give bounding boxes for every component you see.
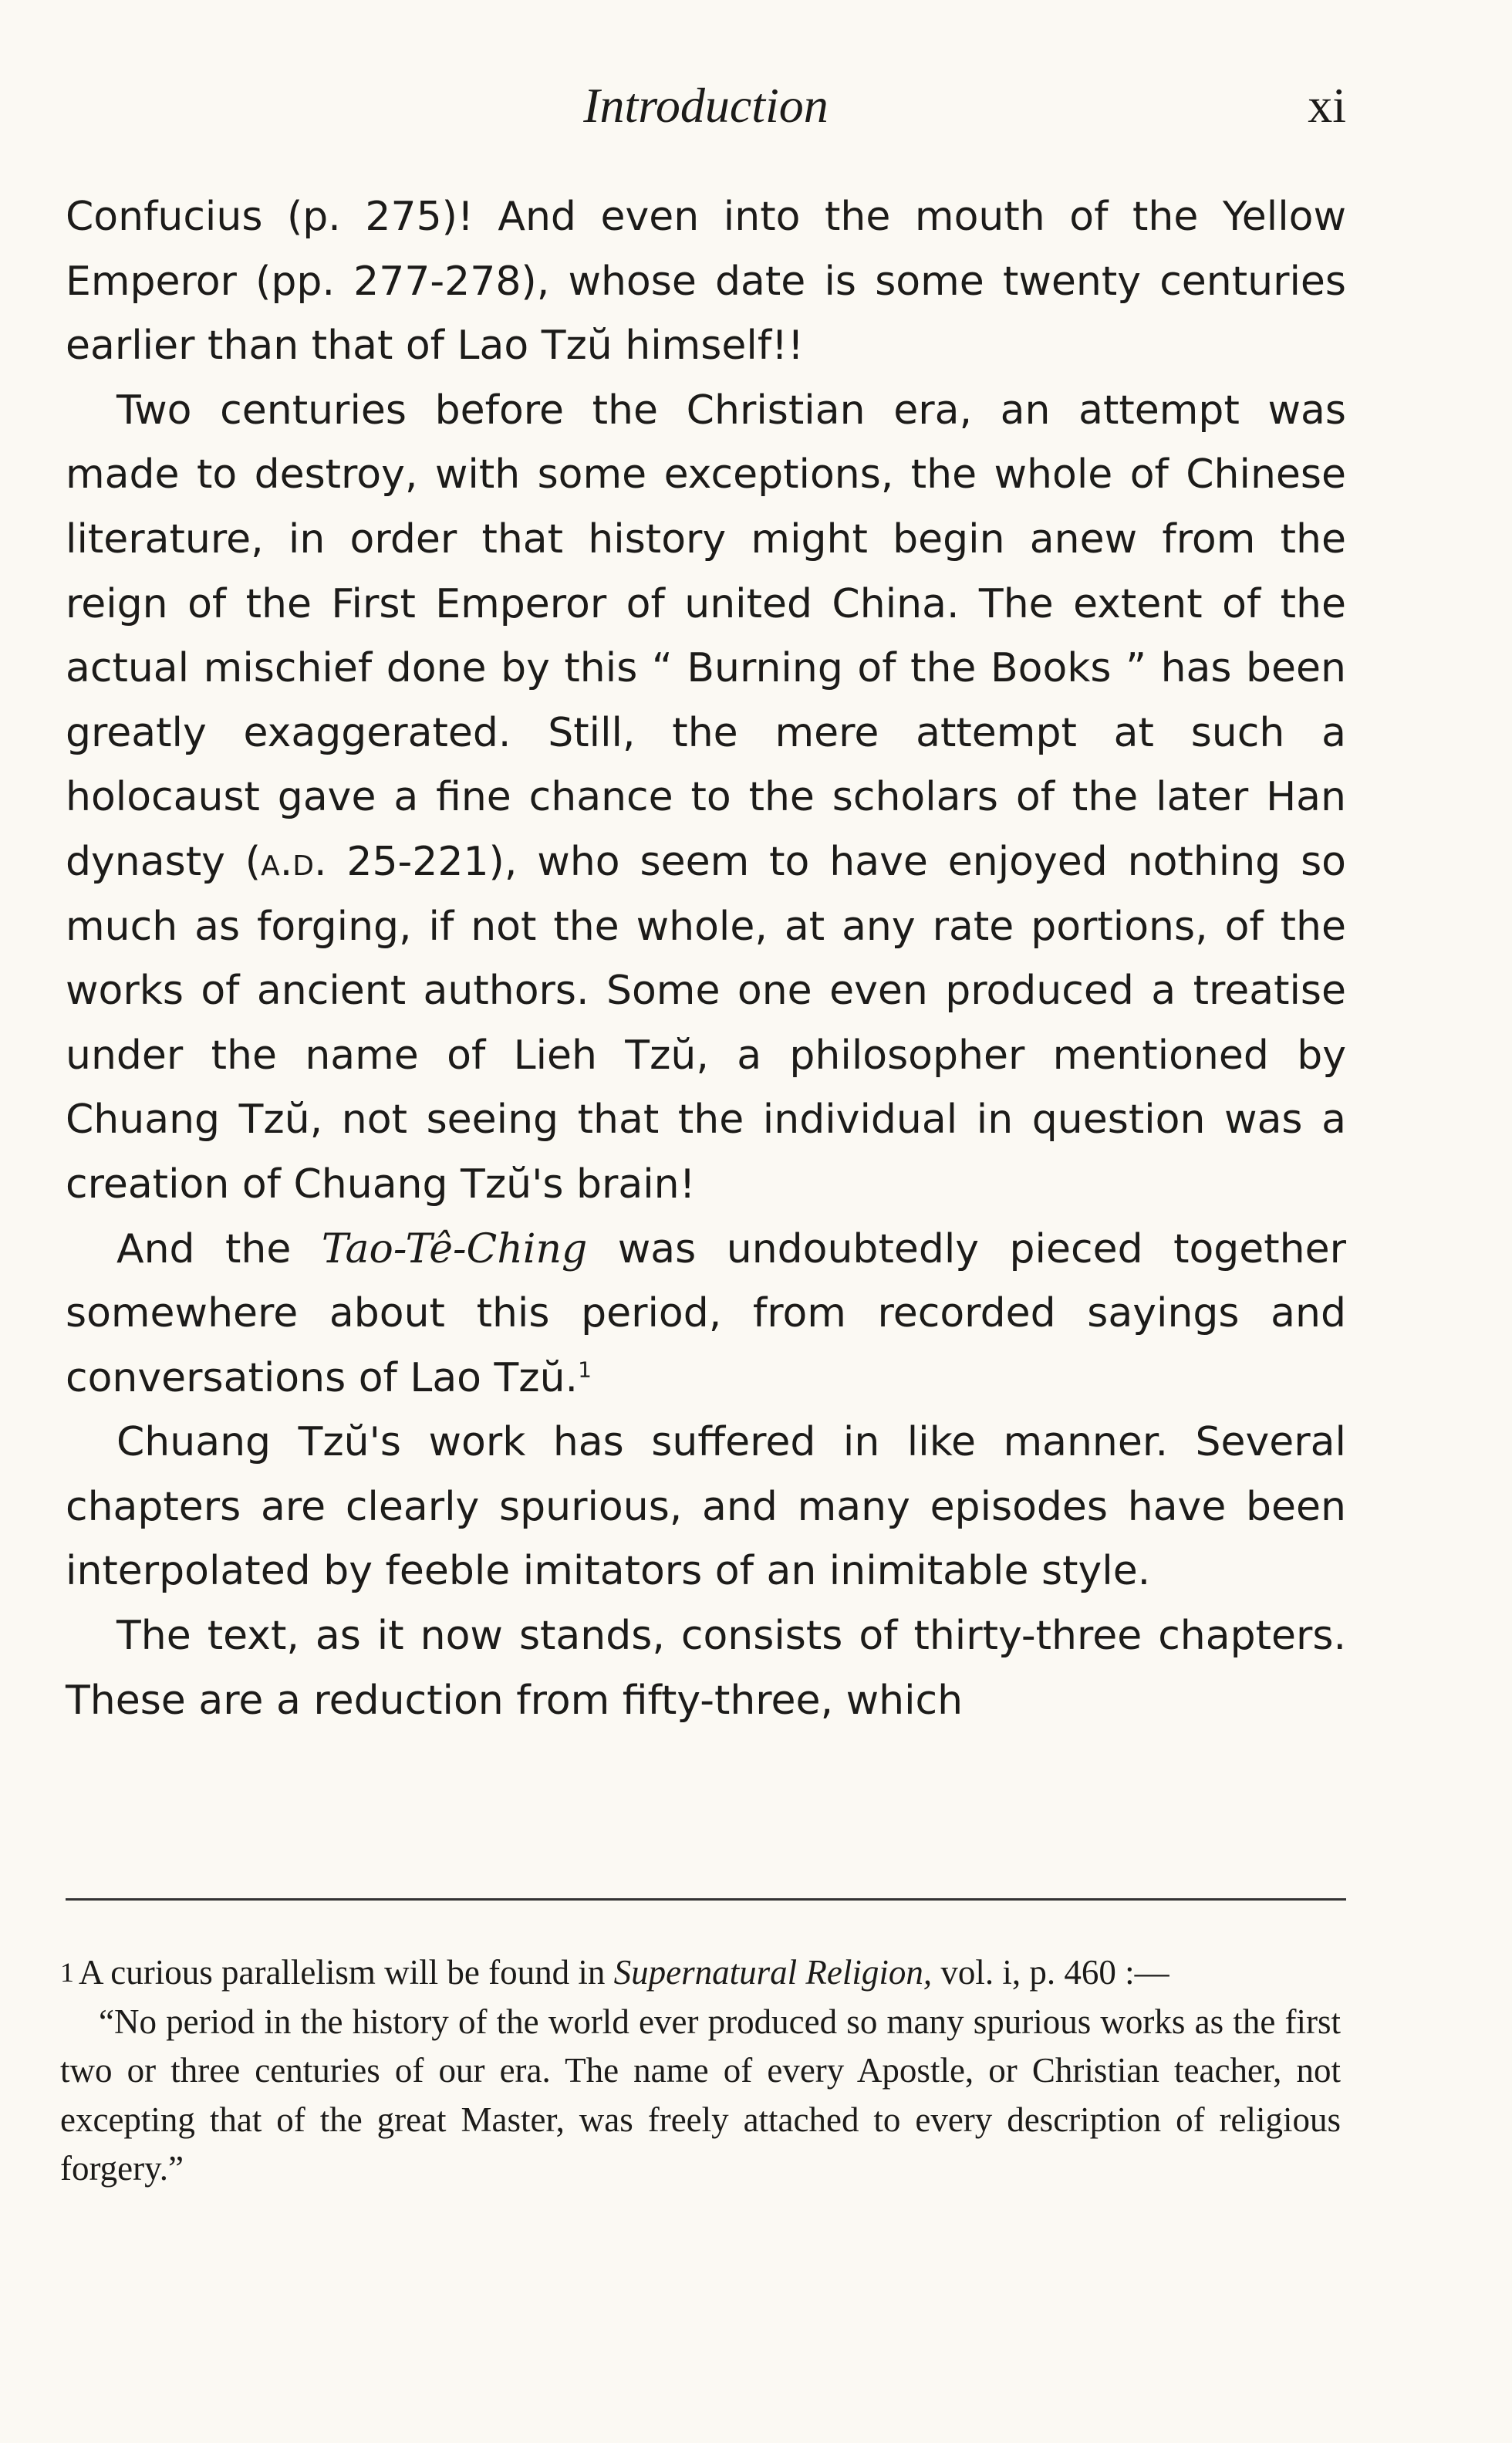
era-abbreviation: a.d. [261,838,327,885]
page-header [66,77,1346,147]
footnote-text-after: vol. i, p. 460 :— [932,1953,1169,1992]
paragraph-3 [66,1218,1346,1411]
footnote-reference: 1 [578,1357,592,1383]
footnote-marker: 1 [60,1957,74,1988]
footnote-text-before: A curious parallelism will be found in [79,1953,614,1992]
paragraph-4 [66,1411,1346,1604]
running-title: Introduction [583,78,829,133]
paragraph-3-text-before: And the [116,1225,322,1272]
footnote-1 [60,1948,1341,1998]
footnote-quote [60,1998,1341,2194]
paragraph-1 [66,185,1346,379]
paragraph-5-text: The text, as it now stands, consists of thirty-three chapters. These are a reduction from fifty-three, which [66,1613,1346,1724]
paragraph-2-text-after: 25-221), who seem to have enjoyed nothing so much as forging, if not the whole, at any rate portions, of the works of ancient authors. Some one even produced a treatise under the name of Lieh Tzŭ, a philosopher mentioned by Chuang Tzŭ, not seeing that the individual in question was a creation of Chuang Tzŭ's brain! [66,838,1346,1208]
footnote-book-title: Supernatural Religion, [613,1953,933,1992]
footnote-quote-text: “No period in the history of the world ever produced so many spurious works as the first two or three centuries of our era. The name of every Apostle, or Christian teacher, not excepting that of the great Master, was freely attached to every description of religious forgery.” [60,2002,1341,2188]
paragraph-2 [66,379,1346,1218]
paragraph-5 [66,1604,1346,1733]
paragraph-3-text-after: was undoubtedly pieced together somewhere about this period, from recorded sayings and conversations of Lao Tzŭ. [66,1225,1347,1401]
paragraph-1-text: Confucius (p. 275)! And even into the mouth of the Yellow Emperor (pp. 277-278), whose date is some twenty centuries earlier than that of Lao Tzŭ himself!! [66,194,1346,370]
body-text [66,185,1346,1733]
page-number: xi [1308,78,1346,133]
footnote-divider [66,1898,1346,1901]
paragraph-2-text-before: Two centuries before the Christian era, an attempt was made to destroy, with some exceptions, the whole of Chinese literature, in order that history might begin anew from the reign of the First Emperor of united China. The extent of the actual mischief done by this “ Burning of the Books ” has been greatly exaggerated. Still, the mere attempt at such a holocaust gave a fine chance to the scholars of the later Han dynasty ( [66,387,1346,885]
book-title-tao-te-ching: Tao-Tê-Ching [321,1225,588,1272]
paragraph-4-text: Chuang Tzŭ's work has suffered in like manner. Several chapters are clearly spurious, and many episodes have been interpolated by feeble imitators of an inimitable style. [66,1419,1346,1595]
footnotes [60,1948,1341,2194]
